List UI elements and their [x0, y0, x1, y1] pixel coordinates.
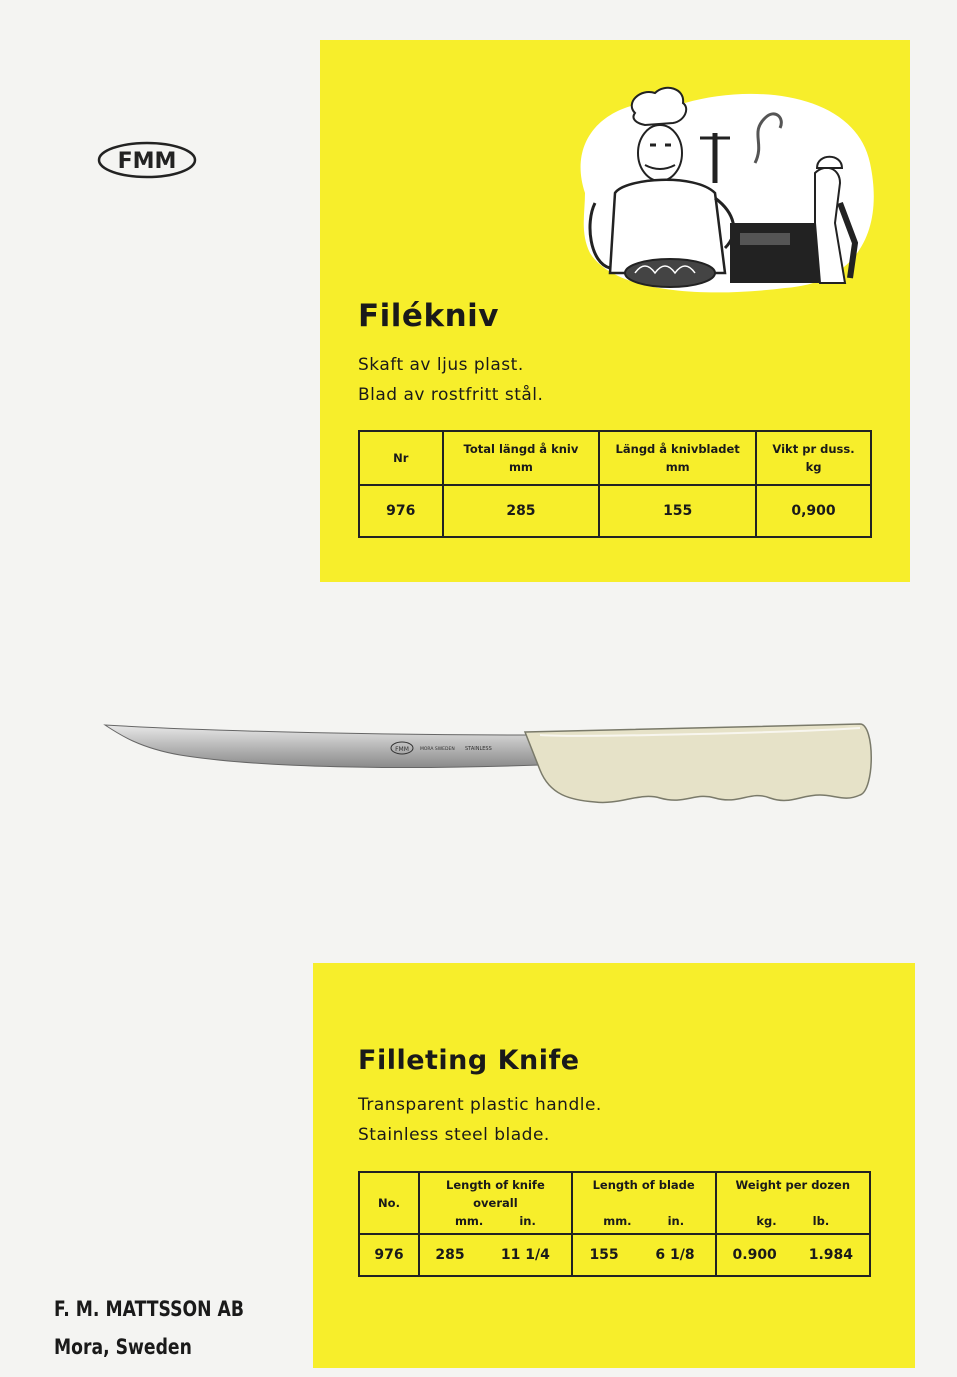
- header-total-length: Total längd å kniv mm: [443, 431, 600, 485]
- cell-blade-mm: 155: [572, 1234, 636, 1276]
- company-address: [54, 1290, 244, 1366]
- english-line-2: Stainless steel blade.: [358, 1125, 550, 1145]
- cell-weight-lb: 1.984: [793, 1234, 870, 1276]
- table-row: [359, 1234, 870, 1276]
- logo-text: FMM: [117, 149, 177, 174]
- header-weight: Weight per dozen kg. lb.: [716, 1172, 870, 1234]
- company-name: F. M. MATTSSON AB: [54, 1297, 244, 1321]
- swedish-line-1: Skaft av ljus plast.: [358, 355, 524, 375]
- company-location: Mora, Sweden: [54, 1335, 192, 1359]
- table-header-row: [359, 1172, 870, 1234]
- header-blade-length: Längd å knivbladet mm: [599, 431, 756, 485]
- cell-blade-in: 6 1/8: [635, 1234, 715, 1276]
- table-row: [359, 485, 871, 537]
- english-line-1: Transparent plastic handle.: [358, 1095, 602, 1115]
- blade-mark-stainless: STAINLESS: [465, 746, 492, 752]
- cell-blade-length: 155: [599, 485, 756, 537]
- english-description: [358, 1090, 602, 1150]
- blade-mark-mora: MORA SWEDEN: [420, 747, 455, 752]
- swedish-description: [358, 350, 543, 410]
- fmm-logo: [97, 140, 197, 180]
- header-length-overall: Length of knife overall mm. in.: [419, 1172, 572, 1234]
- header-blade-length: Length of blade mm. in.: [572, 1172, 716, 1234]
- header-nr: Nr: [359, 431, 443, 485]
- cell-length-mm: 285: [419, 1234, 480, 1276]
- english-title: Filleting Knife: [358, 1045, 580, 1076]
- cell-total-length: 285: [443, 485, 600, 537]
- cell-length-in: 11 1/4: [480, 1234, 572, 1276]
- swedish-title: Filékniv: [358, 298, 499, 334]
- table-header-row: [359, 431, 871, 485]
- cell-no: 976: [359, 1234, 419, 1276]
- english-spec-table: [358, 1171, 871, 1277]
- swedish-spec-table: [358, 430, 872, 538]
- knife-image: [100, 710, 880, 820]
- blade-mark-logo: FMM: [395, 746, 409, 753]
- chef-illustration: [555, 73, 885, 303]
- english-panel: [313, 963, 915, 1368]
- cell-weight-kg: 0.900: [716, 1234, 793, 1276]
- header-no: No.: [359, 1172, 419, 1234]
- cell-weight: 0,900: [756, 485, 871, 537]
- cell-nr: 976: [359, 485, 443, 537]
- swedish-line-2: Blad av rostfritt stål.: [358, 385, 544, 405]
- header-weight: Vikt pr duss. kg: [756, 431, 871, 485]
- swedish-panel: [320, 40, 910, 582]
